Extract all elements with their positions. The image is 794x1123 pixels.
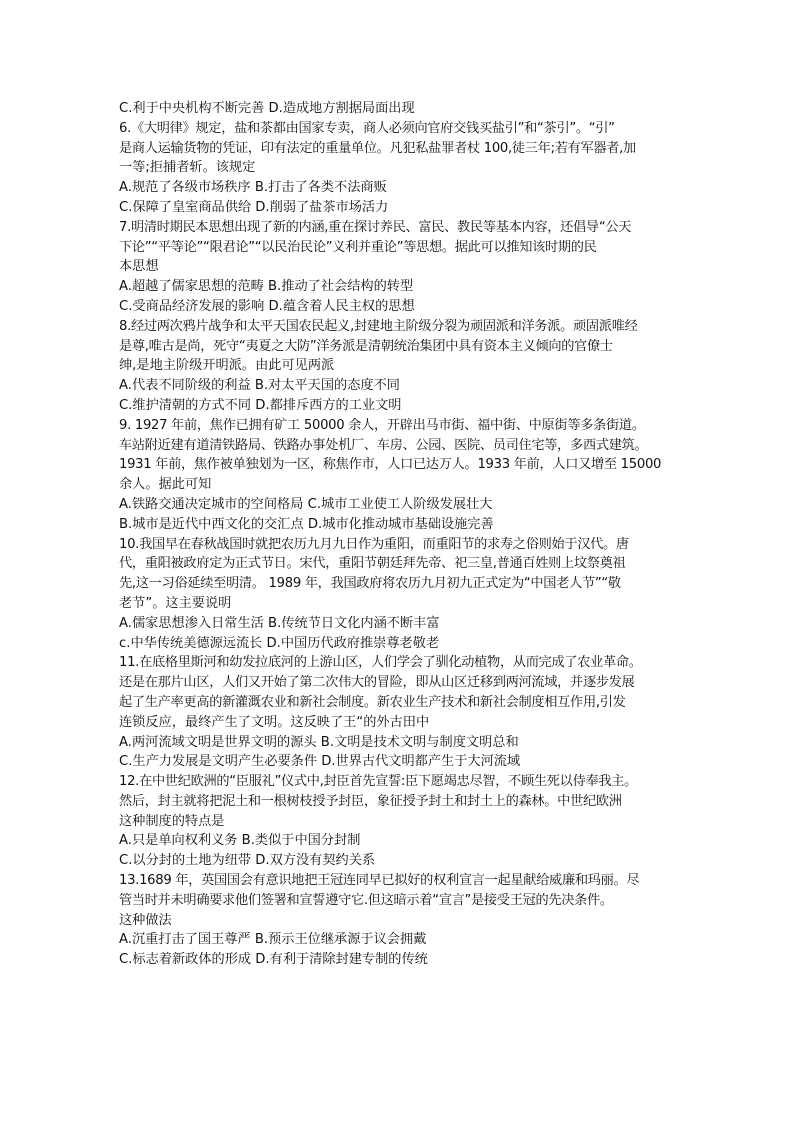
question-6 (119, 119, 694, 218)
question-7-stem-line: 本思想 (119, 259, 159, 275)
question-8-option-line: C.维护清朝的方式不同 D.都排斥西方的工业文明 (119, 397, 402, 413)
question-8-stem-line: 8.经过两次鸦片战争和太平天国农民起义,封建地主阶级分裂为顽固派和洋务派。顽固派唯经 (119, 318, 638, 334)
question-8-stem-line: 绅,是地主阶级开明派。由此可见两派 (119, 358, 335, 374)
question-10-stem-line: 10.我国早在春秋战国时就把农历九月九日作为重阳，而重阳节的求寿之俗则始于汉代。唐 (119, 536, 629, 552)
question-12-stem-line: 这种制度的特点是 (119, 813, 225, 829)
question-7-stem-line: 7.明清时期民本思想出现了新的内涵,重在探讨养民、富民、教民等基本内容，还倡导“公天 (119, 219, 632, 235)
question-5-tail (119, 99, 694, 119)
question-12 (119, 772, 694, 871)
question-13-stem-line: 这种做法 (119, 912, 172, 928)
question-11 (119, 653, 694, 772)
question-12-stem-line: 然后，封主就将把泥土和一根树枝授予封臣，象征授予封土和封土上的森林。中世纪欧洲 (119, 793, 622, 809)
question-10-stem-line: 老节”。这主要说明 (119, 595, 232, 611)
question-10-stem-line: 代，重阳被政府定为正式节日。宋代，重阳节朝廷拜先帝、祀三皇,普通百姓则上坟祭奠祖 (119, 556, 626, 572)
question-6-stem-line: 一等;拒捕者斩。该规定 (119, 160, 256, 176)
question-13-option-line: A.沉重打击了国王尊严 B.预示王位继承源于议会拥戴 (119, 932, 427, 948)
question-11-stem-line: 连锁反应，最终产生了文明。这反映了王“的外古田中 (119, 714, 430, 730)
question-9-stem-line: 车站附近建有道清铁路局、铁路办事处机厂、车房、公园、医院、员司住宅等，多西式建筑。 (119, 437, 648, 453)
question-7-option-line: C.受商品经济发展的影响 D.蕴含着人民主权的思想 (119, 298, 415, 314)
question-9 (119, 416, 694, 535)
question-5-options-cd: C.利于中央机构不断完善 D.造成地方割据局面出现 (119, 101, 415, 116)
question-13-stem-line: 13.1689 年，英国国会有意识地把王冠连同早已拟好的权利宣言一起星献给威廉和玛丽。尽 (119, 873, 640, 889)
question-12-option-line: C.以分封的土地为纽带 D.双方没有契约关系 (119, 853, 376, 869)
question-7-stem-line: 下论”“平等论”“限君论”“以民治民论”义利并重论”等思想。据此可以推知该时期的民 (119, 239, 597, 255)
question-9-stem-line: 1931 年前，焦作被单独划为一区，称焦作市，人口已达万人。1933 年前，人口又增至 15000 (119, 457, 662, 473)
question-9-stem-line: 余人。据此可知 (119, 477, 212, 493)
question-11-stem-line: 还是在那片山区，人们又开始了第二次伟大的冒险，即从山区迁移到两河流域，并逐步发展 (119, 675, 635, 691)
question-7-option-line: A.超越了儒家思想的范畴 B.推动了社会结构的转型 (119, 279, 414, 295)
question-6-option-line: C.保障了皇室商品供给 D.削弱了盐茶市场活力 (119, 199, 389, 215)
question-9-option-line: B.城市是近代中西文化的交汇点 D.城市化推动城市基础设施完善 (119, 516, 494, 532)
question-9-stem-line: 9. 1927 年前，焦作已拥有矿工 50000 余人，开辟出马市街、福中街、中原街等多条街道。 (119, 417, 645, 433)
question-9-option-line: A.铁路交通决定城市的空间格局 C.城市工业使工人阶级发展壮大 (119, 496, 493, 512)
question-12-option-line: A.只是单向权利义务 B.类似于中国分封制 (119, 833, 361, 849)
question-6-stem-line: 是商人运输货物的凭证，印有法定的重量单位。凡犯私盐罪者杖 100,徒三年;若有军器者,加 (119, 140, 636, 156)
question-8-option-line: A.代表不同阶级的利益 B.对太平天国的态度不同 (119, 378, 400, 394)
question-7 (119, 218, 694, 317)
question-11-option-line: C.生产力发展是文明产生必要条件 D.世界古代文明都产生于大河流域 (119, 754, 521, 770)
question-13-option-line: C.标志着新政体的形成 D.有利于清除封建专制的传统 (119, 952, 428, 968)
question-10 (119, 535, 694, 654)
question-10-option-line: c.中华传统美德源远流长 D.中国历代政府推崇尊老敬老 (119, 635, 440, 651)
question-13 (119, 871, 694, 970)
question-11-stem-line: 起了生产率更高的新灌溉农业和新社会制度。新农业生产技术和新社会制度相互作用,引发 (119, 694, 626, 710)
question-10-stem-line: 先,这一习俗延续至明清。 1989 年，我国政府将农历九月初九正式定为“中国老人节”“敬 (119, 576, 621, 592)
question-10-option-line: A.儒家思想渗入日常生活 B.传统节日文化内涵不断丰富 (119, 615, 440, 631)
question-13-stem-line: 管当时并未明确要求他们签署和宣誓遵守它.但这暗示着“宣言”是接受王冠的先决条件。 (119, 892, 613, 908)
question-12-stem-line: 12.在中世纪欧洲的“臣服礼”仪式中,封臣首先宣誓:臣下愿竭忠尽智，不顾生死以侍奉我主。 (119, 774, 638, 790)
question-6-option-line: A.规范了各级市场秩序 B.打击了各类不法商贩 (119, 180, 387, 196)
question-11-option-line: A.两河流域文明是世界文明的源头 B.文明是技术文明与制度文明总和 (119, 734, 519, 750)
question-8-stem-line: 是尊,唯古是尚，死守“夷夏之大防”洋务派是清朝统治集团中具有资本主义倾向的官僚士 (119, 338, 613, 354)
question-11-stem-line: 11.在底格里斯河和幼发拉底河的上游山区，人们学会了驯化动植物，从而完成了农业革命。 (119, 655, 642, 671)
question-8 (119, 317, 694, 416)
question-6-stem-line: 6.《大明律》规定，盐和茶都由国家专卖，商人必须向官府交钱买盐引”和“茶引”。“引” (119, 120, 615, 136)
exam-page (119, 99, 694, 970)
